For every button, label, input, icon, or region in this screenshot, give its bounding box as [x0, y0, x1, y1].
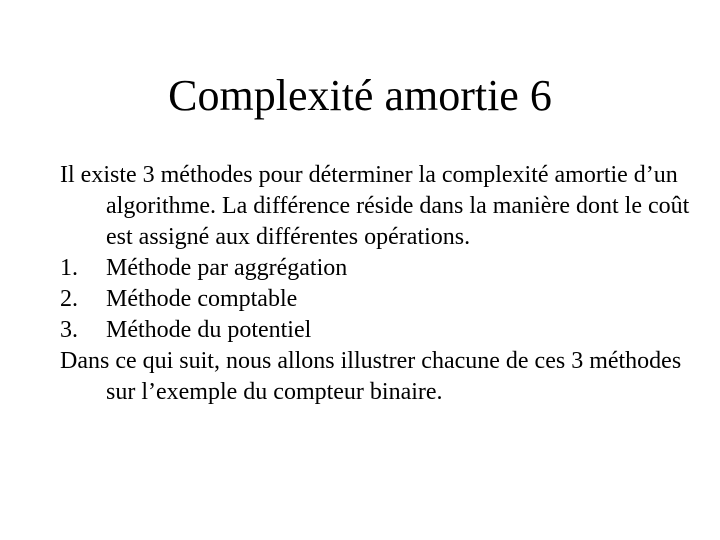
slide-body — [60, 160, 700, 408]
list-item — [60, 315, 700, 346]
list-text: Méthode du potentiel — [106, 317, 312, 343]
list-number: 1. — [60, 255, 78, 281]
intro-paragraph: Il existe 3 méthodes pour déterminer la complexité amortie d’un algorithme. La différence réside dans la manière dont le coût est assigné aux différentes opérations. — [60, 162, 690, 250]
conclusion-paragraph: Dans ce qui suit, nous allons illustrer chacune de ces 3 méthodes sur l’exemple du compteur binaire. — [60, 348, 682, 405]
list-number: 2. — [60, 286, 78, 312]
slide-title: Complexité amortie 6 — [168, 71, 552, 120]
list-item — [60, 284, 700, 315]
list-item — [60, 253, 700, 284]
list-number: 3. — [60, 317, 78, 343]
list-text: Méthode par aggrégation — [106, 255, 348, 281]
list-text: Méthode comptable — [106, 286, 298, 312]
